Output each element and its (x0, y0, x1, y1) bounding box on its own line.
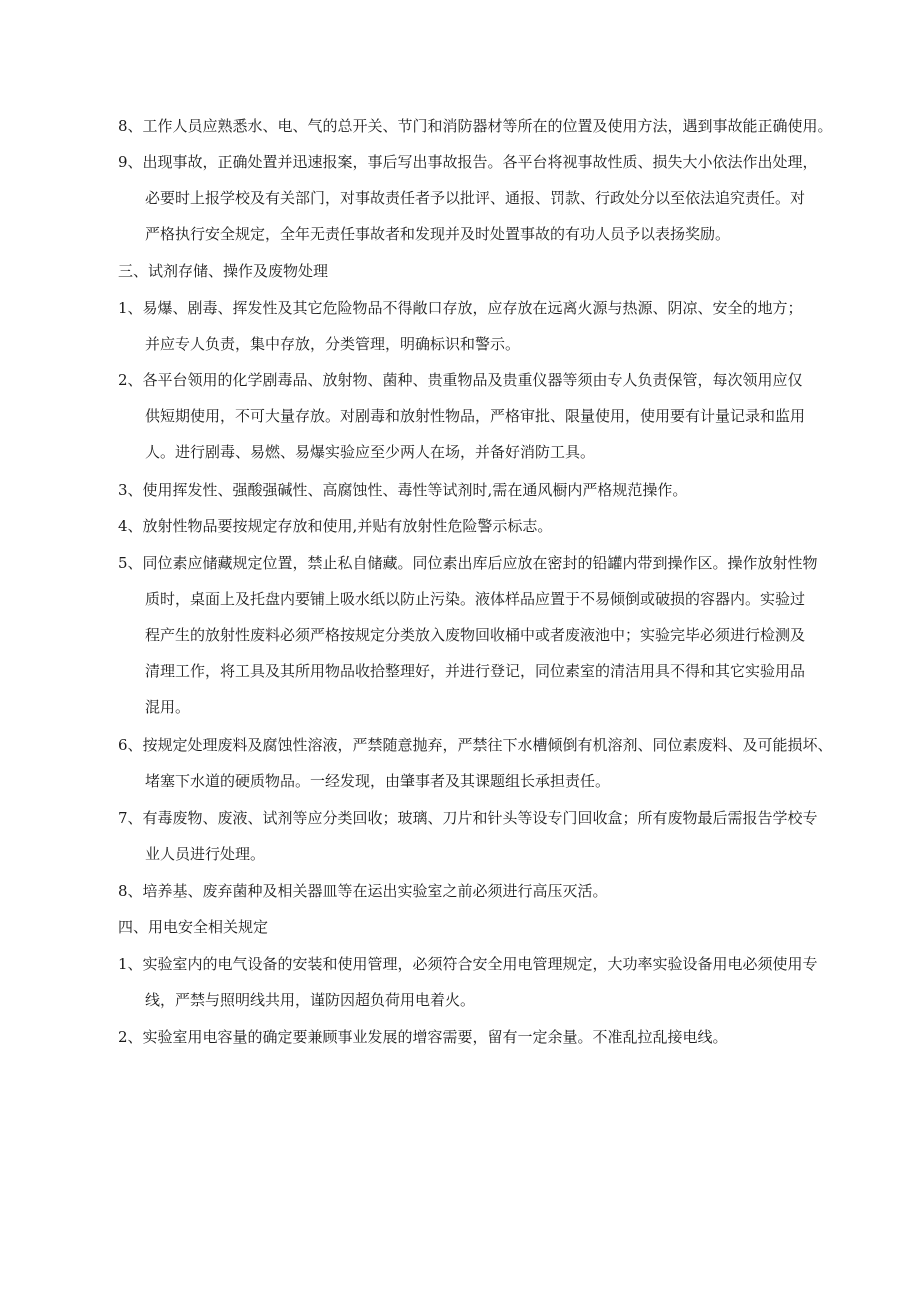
paragraph-line: 9、出现事故，正确处置并迅速报案，事后写出事故报告。各平台将视事故性质、损失大小依法作出处理， (118, 153, 818, 171)
paragraph-line: 质时，桌面上及托盘内要铺上吸水纸以防止污染。液体样品应置于不易倾倒或破损的容器内。实验过 (145, 590, 806, 608)
rule-item-9-accident-handling (118, 144, 858, 252)
paragraph-line: 6、按规定处理废料及腐蚀性溶液，严禁随意抛弃，严禁往下水槽倾倒有机溶剂、同位素废料、及可能损坏、 (118, 736, 833, 754)
paragraph-line: 混用。 (145, 698, 191, 716)
paragraph-line: 3、使用挥发性、强酸强碱性、高腐蚀性、毒性等试剂时,需在通风橱内严格规范操作。 (118, 481, 688, 499)
paragraph-line: 并应专人负责，集中存放，分类管理，明确标识和警示。 (145, 335, 521, 353)
section3-item-3 (118, 472, 858, 508)
section3-item-4 (118, 508, 858, 544)
paragraph-line: 清理工作，将工具及其所用物品收拾整理好，并进行登记，同位素室的清洁用具不得和其它实验用品 (145, 662, 806, 680)
section3-item-7 (118, 800, 858, 872)
paragraph-line: 4、放射性物品要按规定存放和使用,并贴有放射性危险警示标志。 (118, 517, 553, 535)
paragraph-line: 人。进行剧毒、易燃、易爆实验应至少两人在场，并备好消防工具。 (145, 443, 596, 461)
paragraph-line: 7、有毒废物、废液、试剂等应分类回收；玻璃、刀片和针头等设专门回收盒；所有废物最后需报告学校专 (118, 809, 818, 827)
section3-item-6 (118, 727, 858, 799)
paragraph-line: 5、同位素应储藏规定位置，禁止私自储藏。同位素出库后应放在密封的铅罐内带到操作区。操作放射性物 (118, 554, 818, 572)
section4-item-2 (118, 1019, 858, 1055)
section-heading-electrical: 四、用电安全相关规定 (118, 918, 269, 936)
section4-item-1 (118, 946, 858, 1018)
paragraph-line: 2、各平台领用的化学剧毒品、放射物、菌种、贵重物品及贵重仪器等须由专人负责保管，每次领用应仅 (118, 371, 803, 389)
paragraph-line: 1、实验室内的电气设备的安装和使用管理，必须符合安全用电管理规定，大功率实验设备用电必须使用专 (118, 955, 818, 973)
section3-item-2 (118, 362, 858, 470)
rule-item-8-staff-familiarity (118, 108, 858, 144)
section3-item-8 (118, 873, 858, 909)
paragraph-line: 供短期使用，不可大量存放。对剧毒和放射性物品，严格审批、限量使用，使用要有计量记录和监用 (145, 407, 806, 425)
paragraph-line: 8、工作人员应熟悉水、电、气的总开关、节门和消防器材等所在的位置及使用方法，遇到事故能正确使用。 (118, 117, 833, 135)
paragraph-line: 8、培养基、废弃菌种及相关器皿等在运出实验室之前必须进行高压灭活。 (118, 882, 608, 900)
paragraph-line: 程产生的放射性废料必须严格按规定分类放入废物回收桶中或者废液池中；实验完毕必须进行检测及 (145, 626, 806, 644)
paragraph-line: 1、易爆、剧毒、挥发性及其它危险物品不得敞口存放，应存放在远离火源与热源、阴凉、安全的地方； (118, 299, 803, 317)
paragraph-line: 堵塞下水道的硬质物品。一经发现，由肇事者及其课题组长承担责任。 (145, 772, 611, 790)
section3-item-1 (118, 290, 858, 362)
paragraph-line: 严格执行安全规定，全年无责任事故者和发现并及时处置事故的有功人员予以表扬奖励。 (145, 225, 731, 243)
section-heading-reagents: 三、试剂存储、操作及废物处理 (118, 262, 329, 280)
paragraph-line: 业人员进行处理。 (145, 845, 266, 863)
paragraph-line: 线，严禁与照明线共用，谨防因超负荷用电着火。 (145, 991, 476, 1009)
section3-item-5 (118, 545, 858, 725)
paragraph-line: 2、实验室用电容量的确定要兼顾事业发展的增容需要，留有一定余量。不准乱拉乱接电线。 (118, 1028, 728, 1046)
paragraph-line: 必要时上报学校及有关部门，对事故责任者予以批评、通报、罚款、行政处分以至依法追究责任。对 (145, 189, 806, 207)
